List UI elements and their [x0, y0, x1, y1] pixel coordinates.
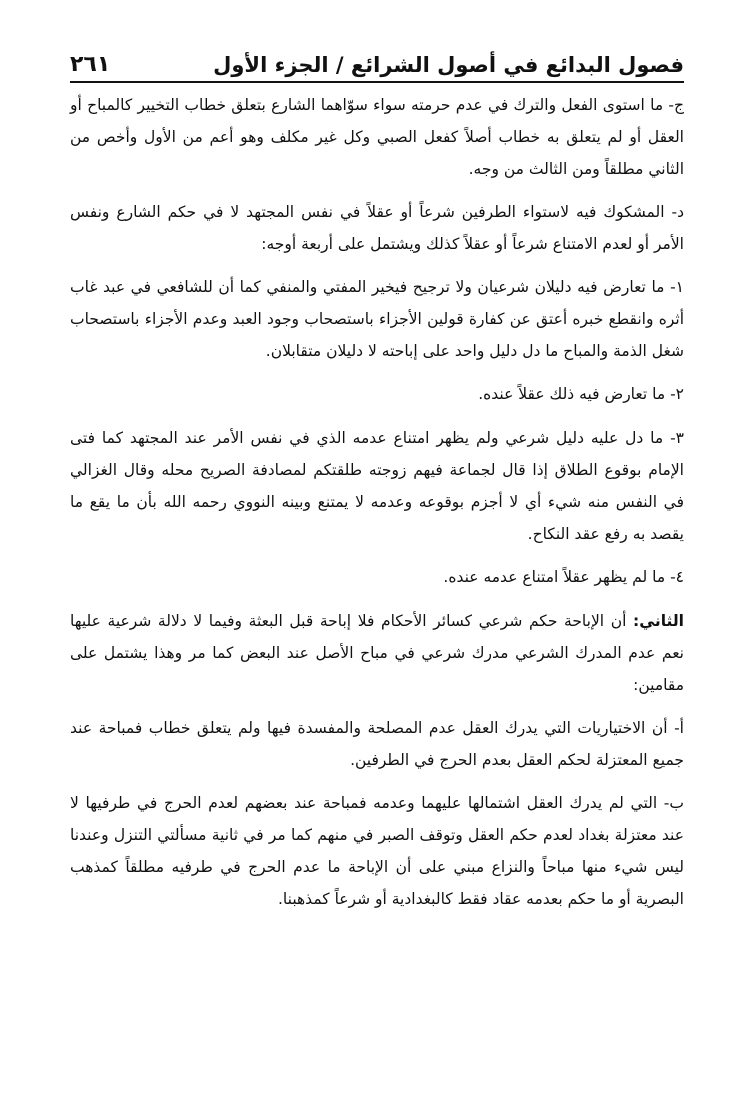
paragraph-item-4 — [70, 561, 684, 593]
paragraph-alif — [70, 712, 684, 776]
page-header — [70, 44, 684, 80]
paragraph-text: أن الإباحة حكم شرعي كسائر الأحكام فلا إباحة قبل البعثة وفيما لا دلالة شرعية عليها نعم عدم المدرك الشرعي مدرك شرعي في مباح الأصل عند البعض كما مر وهذا يشتمل على مقامين: — [70, 612, 684, 694]
paragraph-item-1 — [70, 271, 684, 367]
paragraph-text: ٤- ما لم يظهر عقلاً امتناع عدمه عنده. — [443, 568, 684, 586]
body-text — [70, 89, 684, 926]
paragraph-text: ٢- ما تعارض فيه ذلك عقلاً عنده. — [478, 385, 684, 403]
paragraph-item-3 — [70, 422, 684, 550]
running-title: فصول البدائع في أصول الشرائع / الجزء الأول — [213, 53, 684, 77]
paragraph-ba — [70, 787, 684, 915]
page-number: ٢٦١ — [70, 52, 111, 77]
paragraph-text: ج- ما استوى الفعل والترك في عدم حرمته سواء سوّاهما الشارع بتعلق خطاب التخيير كالمباح أو العقل أو لم يتعلق به خطاب أصلاً كفعل الصبي وكل غير مكلف وهو أعم من الأول وأخص من الثاني مطلقاً ومن الثالث من وجه. — [70, 96, 684, 178]
paragraph-text: ب- التي لم يدرك العقل اشتمالها عليهما وعدمه فمباحة عند بعضهم لعدم الحرج في طرفيها لا عند معتزلة بغداد لعدم حكم العقل وتوقف الصبر في منهم كما مر في ثانية مسألتي التنزل وعندنا ليس شيء منها مباحاً والنزاع مبني على أن الإباحة ما عدم الحرج في طرفيه مطلقاً كمذهب البصرية أو ما حكم بعدمه عقاد فقط كالبغدادية أو شرعاً كمذهبنا. — [70, 794, 684, 908]
paragraph-second — [70, 605, 684, 701]
paragraph-dal — [70, 196, 684, 260]
paragraph-lead: الثاني: — [633, 612, 684, 630]
paragraph-text: د- المشكوك فيه لاستواء الطرفين شرعاً أو عقلاً في نفس المجتهد لا في حكم الشارع ونفس الأمر أو لعدم الامتناع شرعاً أو عقلاً كذلك ويشتمل على أربعة أوجه: — [70, 203, 684, 253]
paragraph-jim — [70, 89, 684, 185]
paragraph-text: أ- أن الاختياريات التي يدرك العقل عدم المصلحة والمفسدة فيها ولم يتعلق خطاب فمباحة عند جميع المعتزلة لحكم العقل بعدم الحرج في الطرفين. — [70, 719, 684, 769]
paragraph-item-2 — [70, 378, 684, 410]
header-rule — [70, 81, 684, 83]
paragraph-text: ٣- ما دل عليه دليل شرعي ولم يظهر امتناع عدمه الذي في نفس الأمر عند المجتهد كما فتى الإمام بوقوع الطلاق إذا قال لجماعة فيهم زوجته طلقتكم لمصادفة الصريح محله وقال الغزالي في النفس منه شيء أي لا أجزم بوقوعه وعدمه لا يمتنع وبينه النووي رحمه الله بأن ما يقع ما يقصد به رفع عقد النكاح. — [70, 429, 684, 543]
paragraph-text: ١- ما تعارض فيه دليلان شرعيان ولا ترجيح فيخير المفتي والمنفي كما أن للشافعي في عبد غاب أثره وانقطع خبره أعتق عن كفارة قولين الأجزاء باستصحاب وجود العبد وعدم الأجزاء باستصحاب شغل الذمة والمباح ما دل دليل واحد على إباحته لا دليلان متقابلان. — [70, 278, 684, 360]
